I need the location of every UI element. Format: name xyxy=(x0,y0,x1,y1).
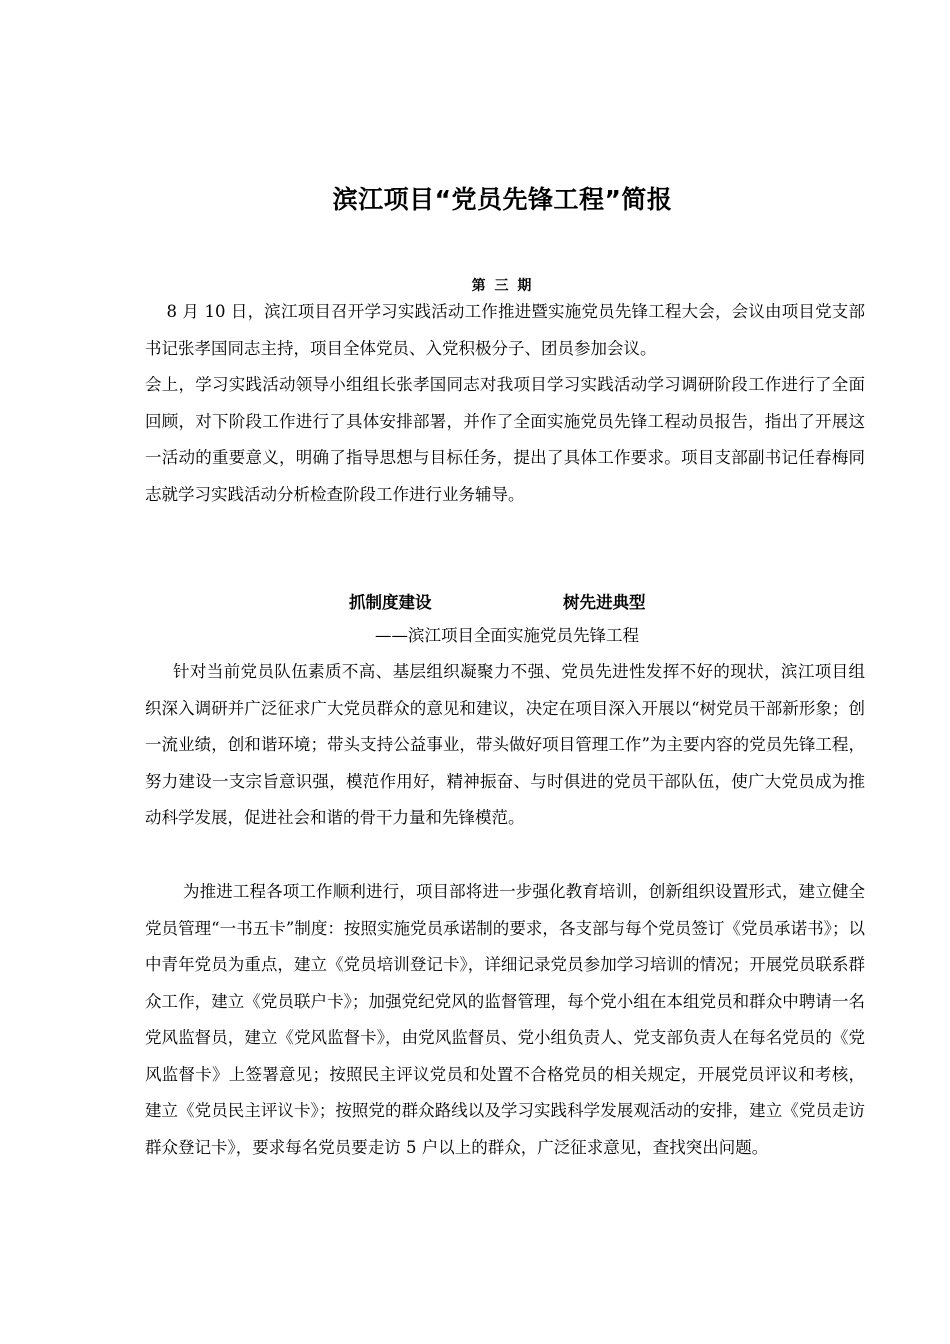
section-heading-right: 树先进典型 xyxy=(563,593,646,612)
intro-paragraph: 会上，学习实践活动领导小组组长张孝国同志对我项目学习实践活动学习调研阶段工作进行了全面回顾，对下阶段工作进行了具体安排部署，并作了全面实施党员先锋工程动员报告，指出了开展这一活动的重要意义，明确了指导思想与目标任务，提出了具体工作要求。项目支部副书记任春梅同志就学习实践活动分析检查阶段工作进行业务辅导。 xyxy=(145,375,865,504)
body-paragraph: 针对当前党员队伍素质不高、基层组织凝聚力不强、党员先进性发挥不好的现状，滨江项目组织深入调研并广泛征求广大党员群众的意见和建议，决定在项目深入开展以“树党员干部新形象；创一流业绩，创和谐环境；带头支持公益事业，带头做好项目管理工作”为主要内容的党员先锋工程，努力建设一支宗旨意识强，模范作用好，精神振奋、与时俱进的党员干部队伍，使广大党员成为推动科学发展，促进社会和谐的骨干力量和先锋模范。 xyxy=(145,662,865,827)
body-paragraph: 为推进工程各项工作顺利进行，项目部将进一步强化教育培训，创新组织设置形式，建立健全党员管理“一书五卡”制度：按照实施党员承诺制的要求，各支部与每个党员签订《党员承诺书》；以中青年党员为重点，建立《党员培训登记卡》，详细记录党员参加学习培训的情况；开展党员联系群众工作，建立《党员联户卡》；加强党纪党风的监督管理，每个党小组在本组党员和群众中聘请一名党风监督员，建立《党风监督卡》，由党风监督员、党小组负责人、党支部负责人在每名党员的《党风监督卡》上签署意见；按照民主评议党员和处置不合格党员的相关规定，开展党员评议和考核，建立《党员民主评议卡》；按照党的群众路线以及学习实践科学发展观活动的安排，建立《党员走访群众登记卡》，要求每名党员要走访 5 户以上的群众，广泛征求意见，查找突出问题。 xyxy=(145,882,865,1157)
issue-number: 第 三 期 xyxy=(471,278,534,294)
document-title: 滨江项目“党员先锋工程”简报 xyxy=(332,185,673,214)
intro-paragraph: 8 月 10 日，滨江项目召开学习实践活动工作推进暨实施党员先锋工程大会，会议由项目党支部书记张孝国同志主持，项目全体党员、入党积极分子、团员参加会议。 xyxy=(145,302,865,358)
section-byline: ——滨江项目全面实施党员先锋工程 xyxy=(375,626,639,645)
section-heading-left: 抓制度建设 xyxy=(349,593,432,612)
